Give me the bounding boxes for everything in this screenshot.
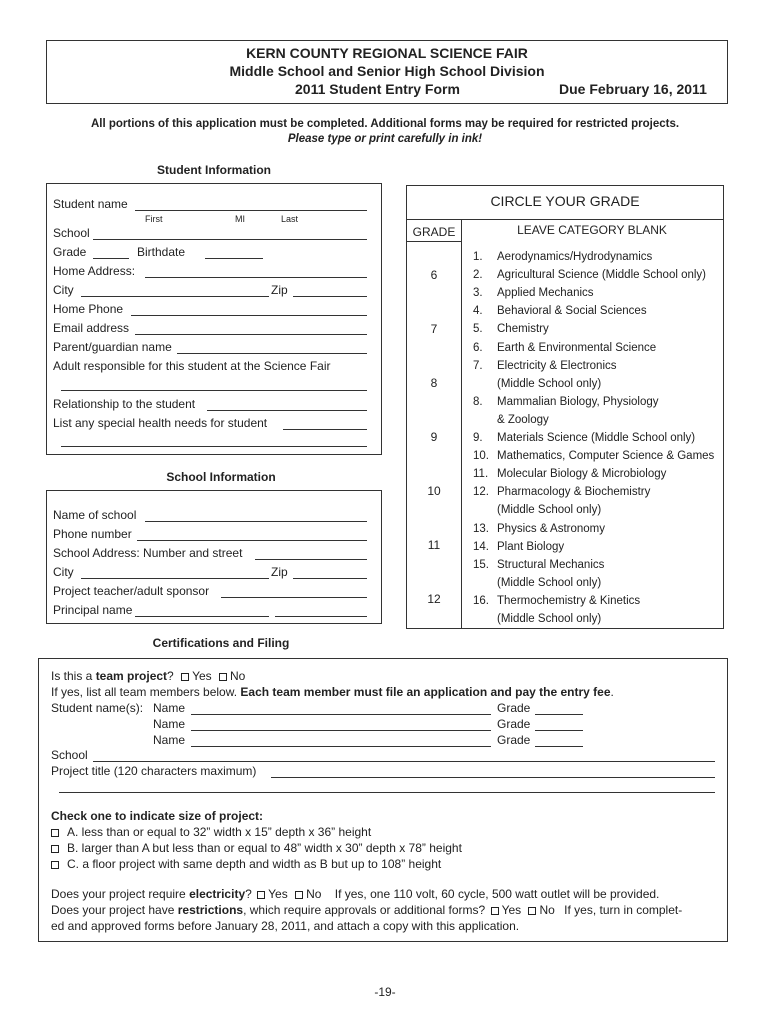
grade-box-title: CIRCLE YOUR GRADE — [490, 193, 640, 209]
grade-field[interactable] — [93, 258, 129, 259]
restrictions-pre: Does your project have — [51, 903, 178, 917]
teacher-field[interactable] — [221, 597, 367, 598]
restrictions-note-line-2: ed and approved forms before January 28, 2011, and attach a copy with this application. — [51, 919, 520, 933]
team-no-checkbox[interactable] — [219, 673, 227, 681]
team-name-field-2[interactable] — [191, 730, 491, 731]
size-c-checkbox[interactable] — [51, 861, 59, 869]
category-label: Structural Mechanics — [497, 558, 605, 571]
grade-option-8[interactable]: 8 — [430, 376, 438, 390]
team-no-label: No — [230, 669, 246, 683]
team-name-label-1: Name — [153, 701, 186, 715]
health-needs-field-2[interactable] — [61, 446, 367, 447]
school-name-field[interactable] — [145, 521, 367, 522]
city-field[interactable] — [81, 296, 269, 297]
team-grade-label-1: Grade — [497, 701, 531, 715]
team-question-bold: team project — [95, 669, 168, 683]
restrictions-yes-checkbox[interactable] — [491, 907, 499, 915]
team-name-field-1[interactable] — [191, 714, 491, 715]
category-label: Mathematics, Computer Science & Games — [497, 450, 715, 463]
school-address-label: School Address: Number and street — [53, 546, 243, 560]
principal-field-2[interactable] — [275, 616, 367, 617]
category-number: 10. — [473, 450, 489, 463]
restrictions-bold: restrictions — [177, 903, 244, 917]
school-info-heading: School Information — [166, 470, 276, 484]
certs-heading: Certifications and Filing — [152, 636, 290, 650]
electricity-pre: Does your project require — [51, 887, 190, 901]
size-option-c — [51, 857, 441, 871]
grade-option-10[interactable]: 10 — [427, 484, 441, 498]
team-list-post: . — [610, 685, 614, 699]
restrictions-no-label: No — [539, 903, 555, 917]
size-heading: Check one to indicate size of project: — [51, 809, 264, 823]
page-number: -19- — [374, 985, 396, 999]
relationship-field[interactable] — [207, 410, 367, 411]
team-list-instructions — [51, 685, 614, 699]
intro-line-2: Please type or print carefully in ink! — [287, 133, 483, 145]
team-grade-label-2: Grade — [497, 717, 531, 731]
size-b-checkbox[interactable] — [51, 845, 59, 853]
team-list-bold: Each team member must file an application and pay the entry fee — [240, 685, 611, 699]
grade-column-header-divider — [407, 241, 461, 242]
team-list-pre: If yes, list all team members below. — [51, 685, 241, 699]
size-a-label: A. less than or equal to 32” width x 15” depth x 36” height — [67, 825, 372, 839]
electricity-note: If yes, one 110 volt, 60 cycle, 500 watt outlet will be provided. — [334, 887, 660, 901]
school-info-box — [46, 490, 382, 624]
size-option-a — [51, 825, 371, 839]
category-label: (Middle School only) — [497, 504, 602, 517]
project-title-label: Project title (120 characters maximum) — [51, 764, 257, 778]
category-label: Materials Science (Middle School only) — [497, 432, 696, 444]
last-name-caption: Last — [281, 214, 299, 224]
category-label: Electricity & Electronics — [497, 359, 617, 372]
size-b-label: B. larger than A but less than or equal to 48” width x 30” depth x 78” height — [67, 841, 462, 855]
category-label: Thermochemistry & Kinetics — [497, 594, 641, 607]
student-name-label: Student name — [53, 197, 128, 211]
restrictions-no-checkbox[interactable] — [528, 907, 536, 915]
restrictions-mid: , which require approvals or additional forms? — [243, 903, 486, 917]
category-label: Molecular Biology & Microbiology — [497, 468, 667, 481]
school-phone-label: Phone number — [53, 527, 132, 541]
student-info-heading: Student Information — [157, 163, 271, 177]
home-phone-field[interactable] — [131, 315, 367, 316]
category-number: 8. — [473, 395, 483, 408]
school-field[interactable] — [93, 239, 367, 240]
category-number: 2. — [473, 269, 483, 282]
home-phone-label: Home Phone — [53, 302, 124, 316]
category-label: Earth & Environmental Science — [497, 341, 657, 354]
adult-responsible-field[interactable] — [61, 390, 367, 391]
grade-label: Grade — [53, 245, 87, 259]
principal-field[interactable] — [135, 616, 269, 617]
category-number: 1. — [473, 251, 483, 263]
home-address-label: Home Address: — [53, 264, 136, 278]
grade-option-6[interactable]: 6 — [430, 268, 438, 282]
team-name-field-3[interactable] — [191, 746, 491, 747]
category-number: 3. — [473, 287, 483, 300]
teacher-label: Project teacher/adult sponsor — [53, 584, 210, 598]
category-label: Mammalian Biology, Physiology — [497, 395, 659, 408]
parent-label: Parent/guardian name — [53, 340, 172, 354]
restrictions-yes-label: Yes — [501, 903, 522, 917]
category-number: 11. — [473, 468, 489, 481]
team-grade-field-2[interactable] — [535, 730, 583, 731]
category-number: 6. — [473, 341, 483, 354]
category-number: 15. — [473, 558, 489, 571]
health-needs-label: List any special health needs for student — [53, 416, 268, 430]
mi-caption: MI — [235, 214, 245, 224]
category-label: & Zoology — [497, 413, 549, 426]
school-address-field[interactable] — [255, 559, 367, 560]
grade-box — [406, 185, 724, 629]
category-label: Chemistry — [497, 323, 549, 336]
category-number: 7. — [473, 359, 483, 372]
electricity-yes-checkbox[interactable] — [257, 891, 265, 899]
category-label: Agricultural Science (Middle School only) — [497, 269, 707, 282]
team-grade-label-3: Grade — [497, 733, 531, 747]
school-city-field[interactable] — [81, 578, 269, 579]
adult-responsible-label: Adult responsible for this student at the Science Fair — [53, 359, 331, 373]
size-option-b — [51, 841, 462, 855]
category-label: (Middle School only) — [497, 377, 602, 390]
team-yes-label: Yes — [192, 669, 212, 683]
school-city-label: City — [53, 565, 74, 579]
category-label: Plant Biology — [497, 540, 565, 553]
category-number: 16. — [473, 594, 489, 607]
size-a-checkbox[interactable] — [51, 829, 59, 837]
category-label: Physics & Astronomy — [497, 522, 606, 535]
student-info-box — [46, 183, 382, 455]
category-label: (Middle School only) — [497, 613, 602, 625]
team-question-post: ? — [167, 669, 174, 683]
team-name-label-2: Name — [153, 717, 186, 731]
category-label: Behavioral & Social Sciences — [497, 305, 647, 318]
school-zip-field[interactable] — [293, 578, 367, 579]
student-names-label: Student name(s): — [51, 701, 144, 715]
certs-box — [38, 658, 728, 942]
email-label: Email address — [53, 321, 130, 335]
cert-school-field[interactable] — [93, 761, 715, 762]
team-yes-checkbox[interactable] — [181, 673, 189, 681]
health-needs-field[interactable] — [283, 429, 367, 430]
restrictions-question — [51, 903, 682, 917]
principal-label: Principal name — [53, 603, 133, 617]
category-number: 13. — [473, 522, 489, 535]
electricity-yes-label: Yes — [268, 887, 288, 901]
relationship-label: Relationship to the student — [53, 397, 196, 411]
school-zip-label: Zip — [271, 565, 288, 579]
header-title: KERN COUNTY REGIONAL SCIENCE FAIR — [246, 45, 528, 61]
header-due-date: Due February 16, 2011 — [559, 81, 707, 97]
team-grade-field-3[interactable] — [535, 746, 583, 747]
team-question — [51, 669, 245, 683]
project-title-field-2[interactable] — [59, 792, 715, 793]
header-form-name: 2011 Student Entry Form — [295, 81, 460, 97]
electricity-question: Does your project require electricity? Yes No If yes, one 110 volt, 60 cycle, 500 watt outlet will be provided. — [51, 887, 660, 901]
school-label: School — [53, 226, 90, 240]
category-number: 5. — [473, 323, 483, 336]
electricity-bold: electricity — [189, 887, 246, 901]
intro-line-1: All portions of this application must be completed. Additional forms may be required for restricted projects. — [90, 118, 680, 130]
category-number: 4. — [473, 305, 483, 318]
size-c-label: C. a floor project with same depth and width as B but up to 108” height — [67, 857, 442, 871]
electricity-no-label: No — [306, 887, 322, 901]
restrictions-note: If yes, turn in complet- — [564, 903, 683, 917]
team-question-pre: Is this a — [51, 669, 96, 683]
category-label: Applied Mechanics — [497, 287, 594, 300]
student-name-field[interactable] — [135, 210, 367, 211]
grade-option-12[interactable]: 12 — [427, 592, 441, 606]
grade-option-11[interactable]: 11 — [427, 538, 441, 552]
category-label: Pharmacology & Biochemistry — [497, 486, 651, 499]
category-number: 12. — [473, 486, 489, 499]
parent-field[interactable] — [177, 353, 367, 354]
zip-label: Zip — [271, 283, 288, 297]
electricity-no-checkbox[interactable] — [295, 891, 303, 899]
home-address-field[interactable] — [145, 277, 367, 278]
project-title-field[interactable] — [271, 777, 715, 778]
team-name-label-3: Name — [153, 733, 186, 747]
grade-option-9[interactable]: 9 — [430, 430, 438, 444]
grade-box-header-divider — [407, 219, 723, 220]
birthdate-field[interactable] — [205, 258, 263, 259]
header-division: Middle School and Senior High School Division — [229, 63, 545, 79]
grade-option-7[interactable]: 7 — [430, 322, 438, 336]
city-label: City — [53, 283, 74, 297]
category-number: 9. — [473, 432, 483, 444]
school-phone-field[interactable] — [137, 540, 367, 541]
first-name-caption: First — [145, 214, 163, 224]
school-name-label: Name of school — [53, 508, 137, 522]
category-column-header: LEAVE CATEGORY BLANK — [517, 223, 667, 237]
zip-field[interactable] — [293, 296, 367, 297]
category-number: 14. — [473, 540, 489, 553]
birthdate-label: Birthdate — [137, 245, 186, 259]
cert-school-label: School — [51, 748, 88, 762]
email-field[interactable] — [135, 334, 367, 335]
team-grade-field-1[interactable] — [535, 714, 583, 715]
grade-column-divider — [461, 219, 462, 629]
category-label: Aerodynamics/Hydrodynamics — [497, 251, 653, 263]
grade-column-header: GRADE — [412, 225, 456, 239]
category-label: (Middle School only) — [497, 576, 602, 589]
header-box — [46, 40, 728, 104]
